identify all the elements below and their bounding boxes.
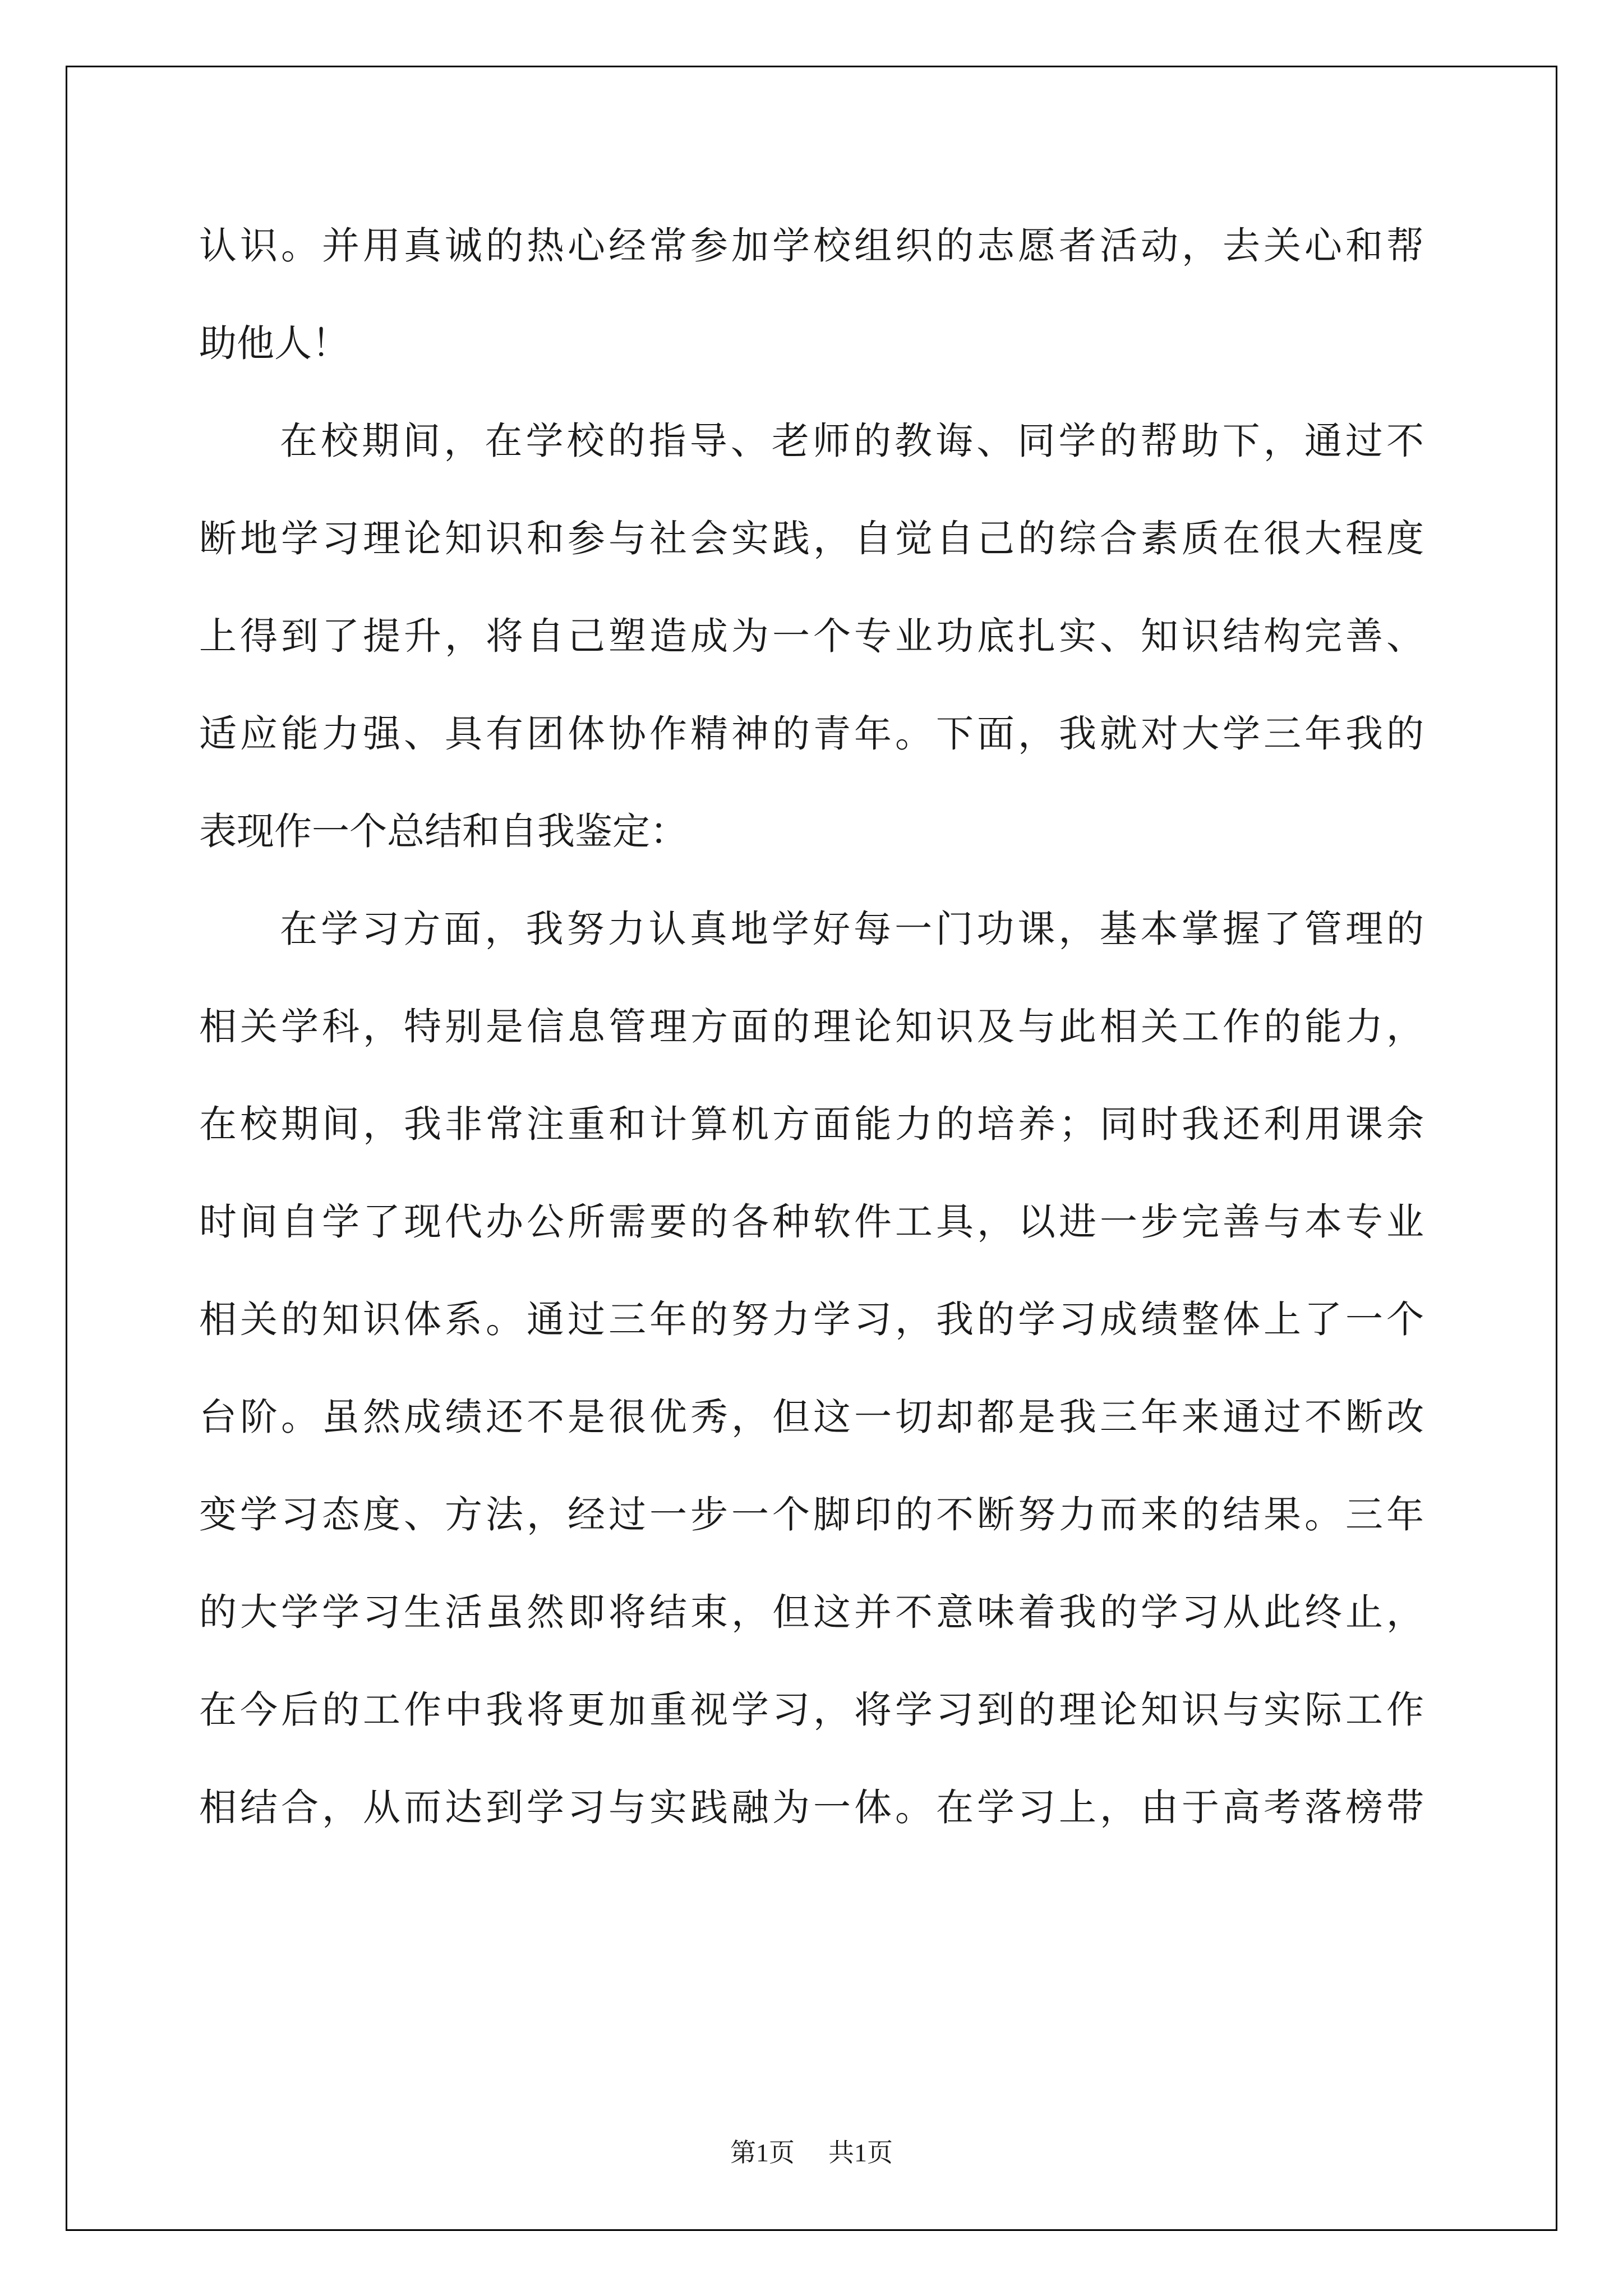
- text-line: 在今后的工作中我将更加重视学习，将学习到的理论知识与实际工作: [199, 1688, 1424, 1732]
- text-line: 变学习态度、方法，经过一步一个脚印的不断努力而来的结果。三年: [199, 1493, 1424, 1536]
- text-line: 表现作一个总结和自我鉴定：: [199, 809, 688, 853]
- document-body: [199, 212, 1424, 1871]
- text-line: 在校期间，在学校的指导、老师的教诲、同学的帮助下，通过不: [280, 419, 1424, 463]
- text-line: 时间自学了现代办公所需要的各种软件工具，以进一步完善与本专业: [199, 1200, 1424, 1244]
- text-line: 断地学习理论知识和参与社会实践，自觉自己的综合素质在很大程度: [199, 517, 1424, 560]
- text-line: 在校期间，我非常注重和计算机方面能力的培养；同时我还利用课余: [199, 1102, 1424, 1146]
- text-line: 上得到了提升，将自己塑造成为一个专业功底扎实、知识结构完善、: [199, 614, 1424, 658]
- text-line: 认识。并用真诚的热心经常参加学校组织的志愿者活动，去关心和帮: [199, 224, 1424, 268]
- text-line: 相关学科，特别是信息管理方面的理论知识及与此相关工作的能力，: [199, 1005, 1424, 1048]
- page-number-current: 第1页: [730, 2138, 795, 2167]
- text-line: 在学习方面，我努力认真地学好每一门功课，基本掌握了管理的: [280, 907, 1424, 951]
- page-footer: [0, 2136, 1623, 2170]
- page-number-total: 共1页: [828, 2138, 893, 2167]
- text-line: 助他人！: [199, 321, 349, 365]
- text-line: 相结合，从而达到学习与实践融为一体。在学习上，由于高考落榜带: [199, 1786, 1424, 1829]
- text-line: 台阶。虽然成绩还不是很优秀，但这一切却都是我三年来通过不断改: [199, 1395, 1424, 1439]
- text-line: 的大学学习生活虽然即将结束，但这并不意味着我的学习从此终止，: [199, 1590, 1424, 1634]
- text-line: 相关的知识体系。通过三年的努力学习，我的学习成绩整体上了一个: [199, 1297, 1424, 1341]
- text-line: 适应能力强、具有团体协作精神的青年。下面，我就对大学三年我的: [199, 712, 1424, 756]
